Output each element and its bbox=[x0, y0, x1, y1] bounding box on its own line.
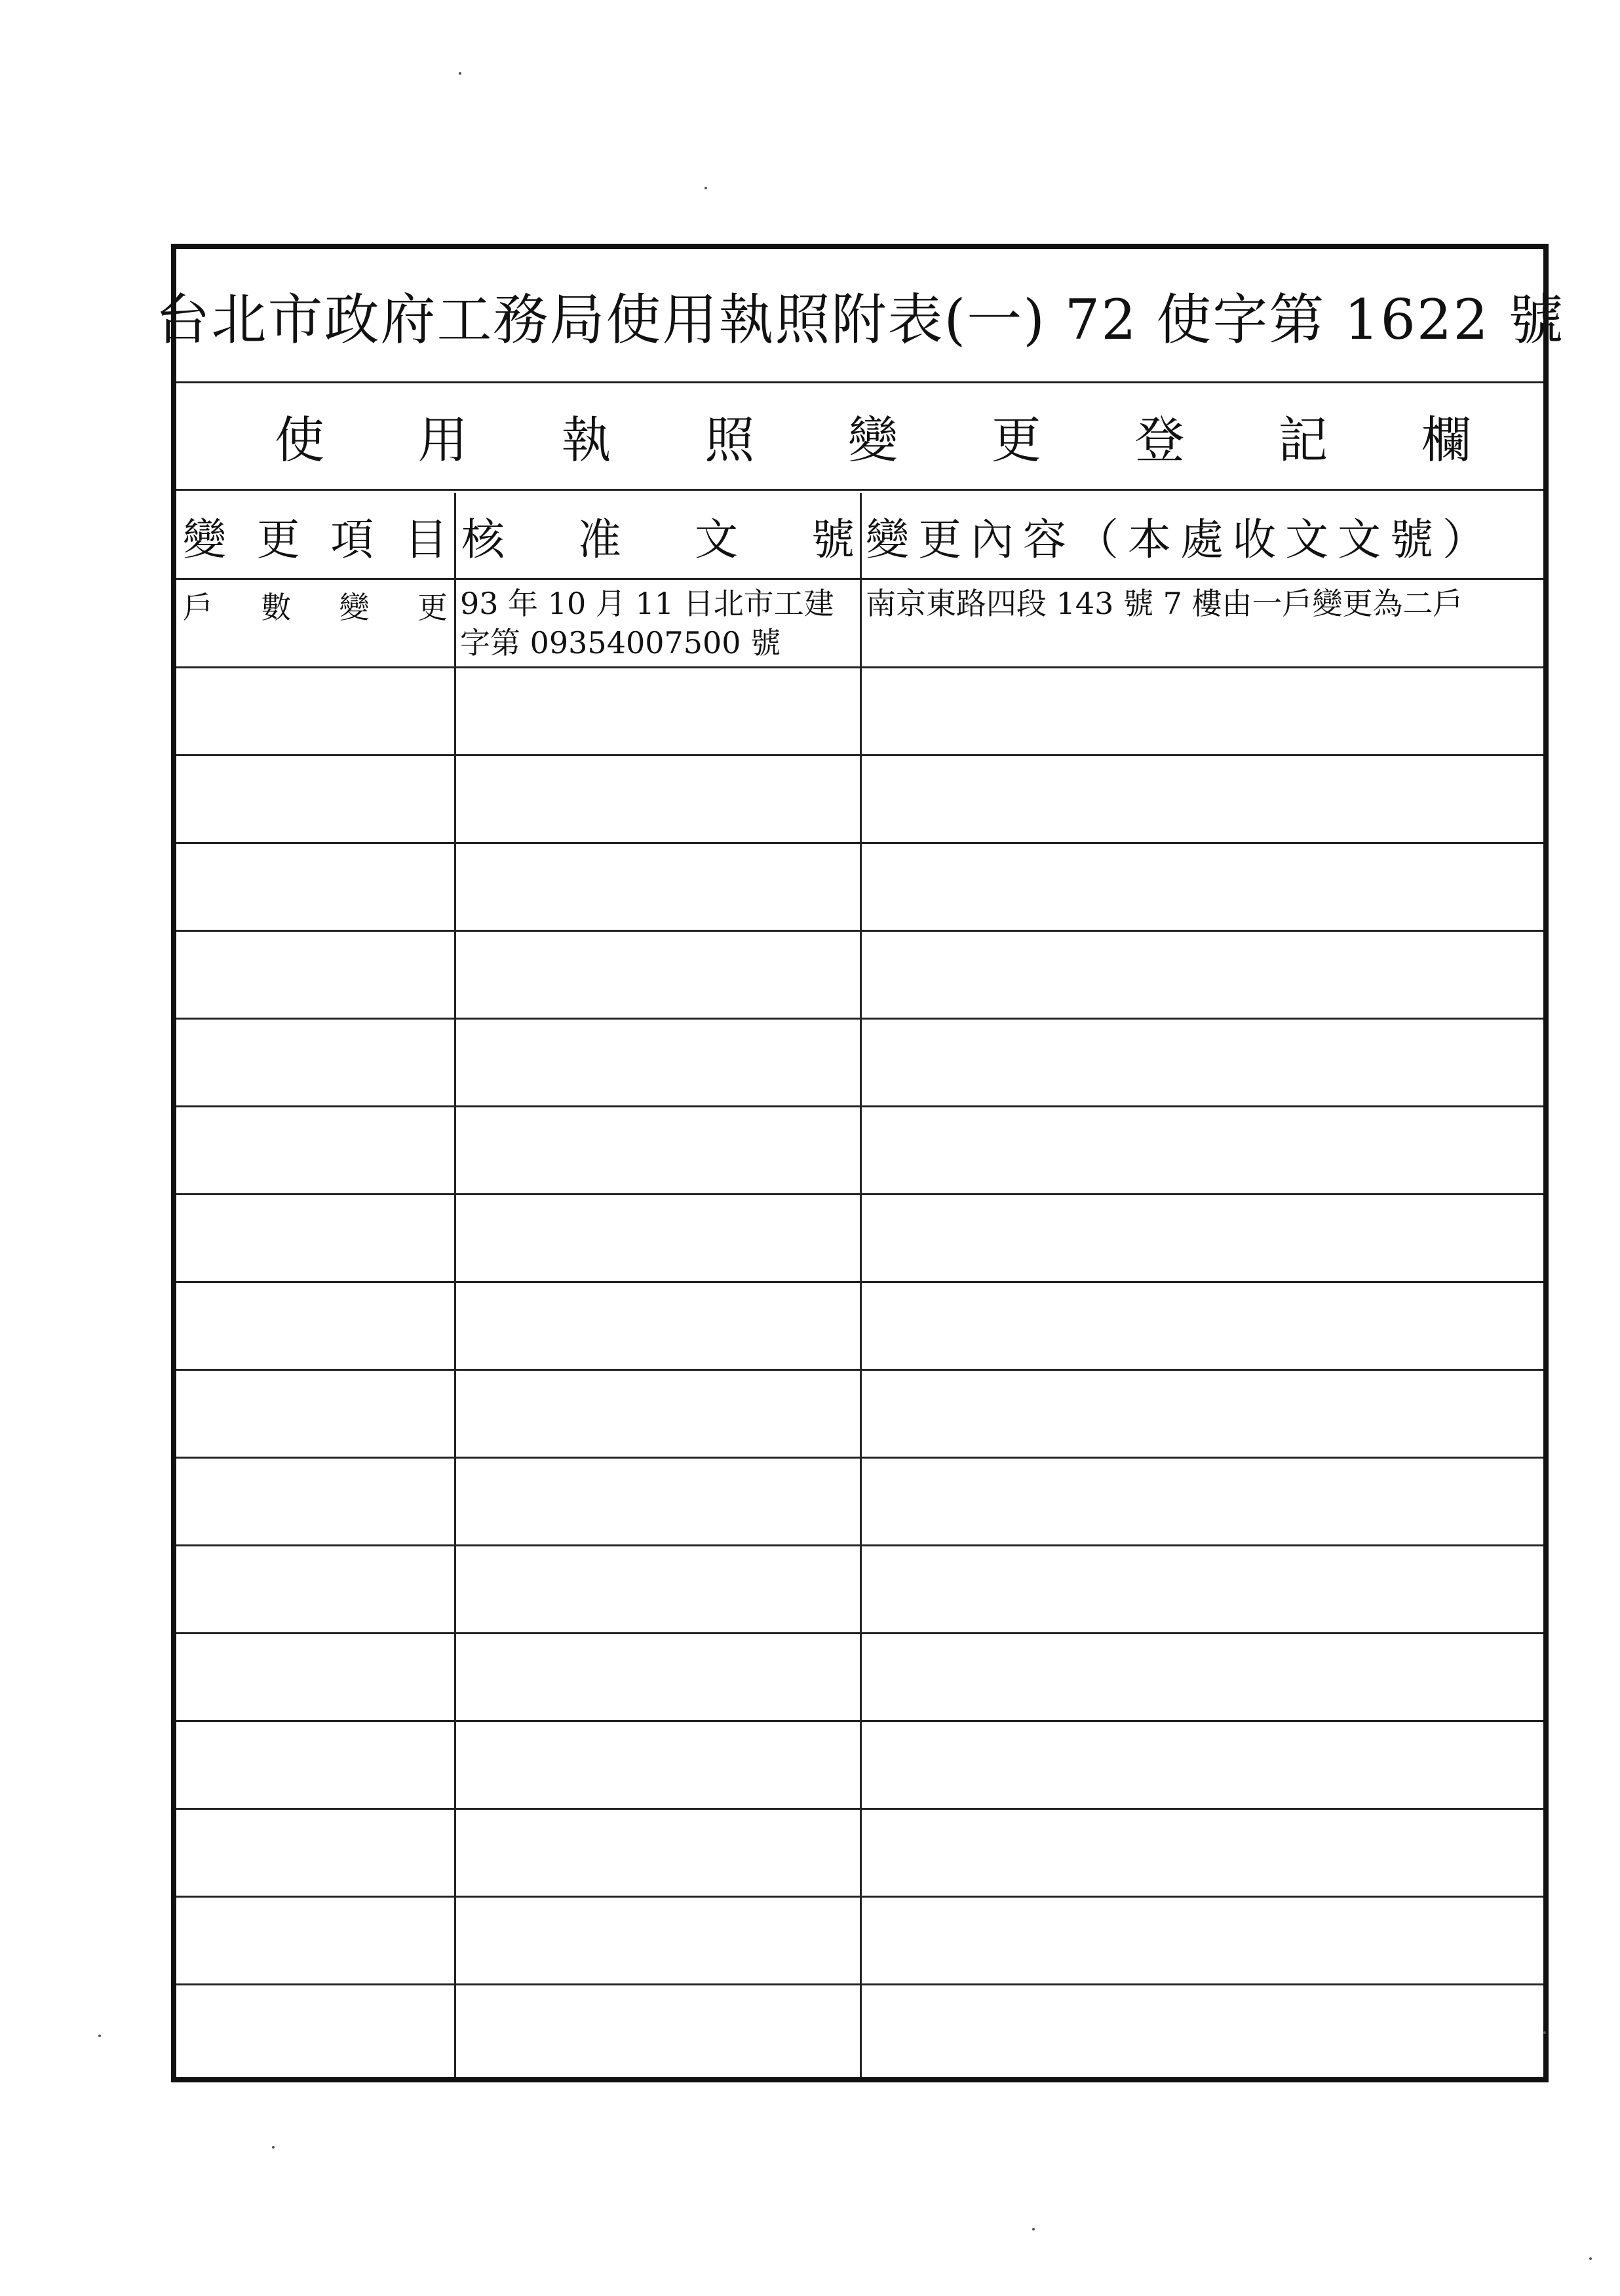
header-char: 變 bbox=[183, 514, 226, 565]
subtitle-char: 欄 bbox=[1421, 411, 1471, 469]
empty-table-row bbox=[176, 1459, 1543, 1546]
header-char: 更 bbox=[256, 514, 300, 565]
subtitle-char: 更 bbox=[991, 411, 1041, 469]
form-title: 台北市政府工務局使用執照附表(一) 72 使字第 1622 號 bbox=[155, 287, 1565, 352]
header-char: 目 bbox=[404, 514, 448, 565]
header-approval-number bbox=[456, 493, 860, 578]
empty-rows bbox=[176, 668, 1543, 2077]
approval-text: 93 年 10 月 11 日北市工建字第 09354007500 號 bbox=[460, 586, 834, 660]
empty-table-row bbox=[176, 1634, 1543, 1722]
empty-table-row bbox=[176, 1810, 1543, 1898]
table-header-row bbox=[176, 493, 1543, 580]
header-change-item bbox=[176, 493, 454, 578]
empty-table-row bbox=[176, 1898, 1543, 1985]
item-char: 變 bbox=[339, 590, 370, 625]
empty-table-row bbox=[176, 1722, 1543, 1810]
scan-speck bbox=[1032, 2228, 1035, 2230]
row-change-content bbox=[862, 580, 1543, 666]
empty-table-row bbox=[176, 668, 1543, 756]
header-change-content bbox=[862, 493, 1543, 578]
scan-speck bbox=[1589, 2257, 1592, 2260]
empty-table-row bbox=[176, 1195, 1543, 1283]
scan-speck bbox=[704, 187, 707, 189]
empty-table-row bbox=[176, 932, 1543, 1020]
subtitle-char: 執 bbox=[561, 411, 611, 469]
subtitle-char: 用 bbox=[417, 411, 468, 469]
empty-table-row bbox=[176, 1546, 1543, 1634]
scan-speck bbox=[272, 2146, 275, 2149]
header-char: 核 bbox=[461, 514, 505, 565]
registration-table bbox=[176, 493, 1543, 2077]
subtitle-char: 變 bbox=[848, 411, 898, 469]
subtitle-char: 使 bbox=[275, 411, 324, 469]
item-char: 戶 bbox=[183, 590, 213, 625]
header-char: 文 bbox=[695, 514, 738, 565]
subtitle-char: 記 bbox=[1278, 411, 1328, 469]
change-registration-form bbox=[155, 244, 1565, 2082]
empty-table-row bbox=[176, 756, 1543, 844]
empty-table-row bbox=[176, 1985, 1543, 2073]
subtitle-char: 登 bbox=[1134, 411, 1185, 469]
scan-speck bbox=[1543, 2031, 1546, 2034]
form-subtitle-band bbox=[176, 383, 1543, 491]
item-char: 更 bbox=[417, 590, 448, 625]
subtitle-char: 照 bbox=[704, 411, 755, 469]
empty-table-row bbox=[176, 1283, 1543, 1371]
scan-speck bbox=[98, 2035, 101, 2037]
header-char: 號 bbox=[811, 514, 855, 565]
header-char: 項 bbox=[330, 514, 374, 565]
item-char: 數 bbox=[261, 590, 292, 625]
content-text: 南京東路四段 143 號 7 樓由一戶變更為二戶 bbox=[866, 586, 1463, 621]
header-content-label: 變更內容（本處收文文號） bbox=[866, 514, 1495, 565]
header-char: 准 bbox=[578, 514, 621, 565]
form-title-band bbox=[155, 249, 1565, 383]
empty-table-row bbox=[176, 1020, 1543, 1107]
table-row bbox=[176, 580, 1543, 668]
empty-table-row bbox=[176, 1107, 1543, 1195]
scan-speck bbox=[459, 72, 461, 75]
row-approval-number bbox=[456, 580, 860, 666]
row-change-item bbox=[176, 580, 454, 666]
empty-table-row bbox=[176, 844, 1543, 932]
empty-table-row bbox=[176, 1371, 1543, 1459]
